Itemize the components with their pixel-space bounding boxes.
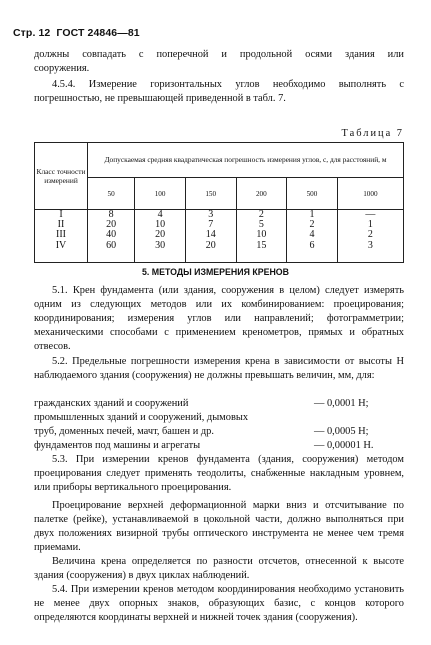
class-column-header: Класс точности измерений (35, 143, 88, 210)
class-label: II (57, 219, 65, 231)
class-label: IV (55, 239, 67, 251)
value-cell (88, 210, 135, 263)
table-value: 8 (108, 209, 114, 220)
value-cell (287, 210, 338, 263)
distance-header: 100 (135, 178, 186, 210)
table-value: 3 (208, 209, 214, 220)
paragraph-5-4: 5.4. При измерении кренов методом координирования необходимо установить не менее двух опорных знаков, образующих базис, с концов которого определяются координаты верхней и нижней точек здания (сооружения). (34, 584, 404, 623)
table-value: 14 (205, 229, 216, 241)
value-cell (337, 210, 403, 263)
table-value: 5 (258, 219, 264, 231)
table-value: 2 (367, 229, 373, 241)
limit-row-chimneys (34, 425, 404, 439)
class-label: I (59, 209, 63, 220)
limit-label: гражданских зданий и сооружений (34, 398, 189, 409)
table-value: 2 (309, 219, 315, 231)
table-value: 6 (309, 239, 315, 251)
value-cell (135, 210, 186, 263)
continued-paragraph (34, 48, 404, 76)
table-body-row (35, 210, 404, 263)
limit-value: — 0,00001 H. (314, 440, 374, 451)
table-value: 1 (309, 209, 315, 220)
distance-header: 50 (88, 178, 135, 210)
text-line: должны совпадать с поперечной и продольной осями здания или (34, 49, 404, 60)
accuracy-table (34, 142, 404, 263)
distance-header: 200 (236, 178, 287, 210)
limit-label: фундаментов под машины и агрегаты (34, 440, 201, 451)
paragraph-5-3: 5.3. При измерении кренов фундамента (здания, сооружения) методом проецирования следует применять теодолиты, снабженные накладным уровнем, или приборы вертикального проецирования. (34, 454, 404, 493)
value-cell (236, 210, 287, 263)
distance-header: 500 (287, 178, 338, 210)
table-value: 20 (205, 239, 216, 251)
table-value: — (365, 209, 376, 220)
paragraph-5-3-projection: Проецирование верхней деформационной марки вниз и отсчитывание по палетке (рейке), устанавливаемой в цокольной части, должно выполняться при двух положениях визирной трубы оптического инструмента не менее чем тремя приемами. (34, 500, 404, 553)
table-value: 15 (256, 239, 267, 251)
table-caption: Таблица 7 (341, 128, 404, 139)
class-label: III (56, 229, 66, 241)
text-line: сооружения. (34, 63, 90, 74)
limit-value: — 0,0005 H; (314, 426, 369, 437)
table-value: 1 (367, 219, 373, 231)
paragraph-5-3-tilt-value: Величина крена определяется по разности отсчетов, отнесенной к высоте здания (сооружения) в двух циклах наблюдений. (34, 556, 404, 581)
value-cell (185, 210, 236, 263)
table-value: 7 (208, 219, 214, 231)
section-heading: 5. МЕТОДЫ ИЗМЕРЕНИЯ КРЕНОВ (141, 267, 290, 277)
limit-row-industrial (34, 411, 404, 425)
standard-code: ГОСТ 24846—81 (56, 27, 140, 39)
table-value: 20 (155, 229, 166, 241)
limit-label: труб, доменных печей, мачт, башен и др. (34, 426, 214, 437)
class-cell (35, 210, 88, 263)
distance-header: 150 (185, 178, 236, 210)
page-number: Стр. 12 (13, 27, 51, 39)
table-value: 4 (157, 209, 163, 220)
table-value: 10 (155, 219, 166, 231)
paragraph-4-5-4: 4.5.4. Измерение горизонтальных углов необходимо выполнять с погрешностью, не превышающей приведенной в табл. 7. (34, 79, 404, 104)
table-value: 40 (106, 229, 117, 241)
page-header (13, 27, 140, 39)
limit-label: промышленных зданий и сооружений, дымовых (34, 412, 249, 423)
error-group-header: Допускаемая средняя квадратическая погрешность измерения углов, с, для расстояний, м (88, 143, 404, 178)
limit-row-civil (34, 397, 404, 411)
table-value: 20 (106, 219, 117, 231)
table-value: 30 (155, 239, 166, 251)
paragraph-5-1: 5.1. Крен фундамента (или здания, сооружения в целом) следует измерять одним из следующих методов или их комбинированием: проецирования; координирования; измерения углов или направлений; фотограмметрии; механическими способами с применением кренометров, прямых и обратных отвесов. (34, 285, 404, 352)
distance-header: 1000 (337, 178, 403, 210)
limit-row-foundations (34, 439, 404, 453)
paragraph-5-2: 5.2. Предельные погрешности измерения крена в зависимости от высоты H наблюдаемого здания (сооружения) не должны превышать величин, мм, для: (34, 356, 404, 381)
table-value: 3 (367, 239, 373, 251)
table-value: 60 (106, 239, 117, 251)
limit-value: — 0,0001 H; (314, 398, 369, 409)
table-value: 10 (256, 229, 267, 241)
table-value: 4 (309, 229, 315, 241)
table-value: 2 (258, 209, 264, 220)
